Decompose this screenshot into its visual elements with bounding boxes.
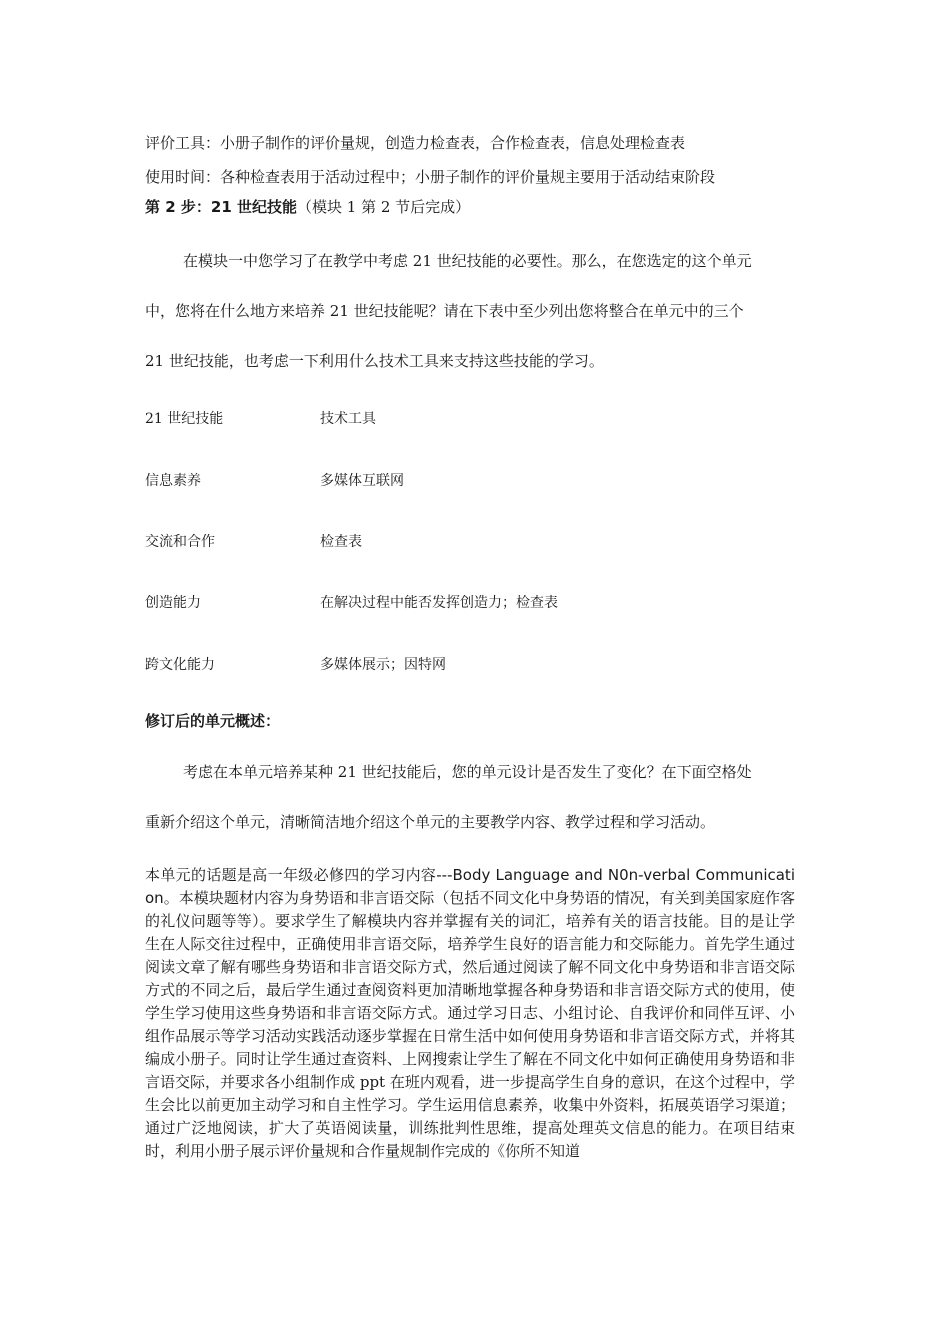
- summary-body: 。本模块题材内容为身势语和非言语交际（包括不同文化中身势语的情况，有关到美国家庭作客的礼仪问题等等）。要求学生了解模块内容并掌握有关的词汇，培养有关的语言技能。目的是让学生在人际交往过程中，正确使用非言语交际，培养学生良好的语言能力和交际能力。首先学生通过阅读文章了解有哪些身势语和非言语交际方式，然后通过阅读了解不同文化中身势语和非言语交际方式的不同之后，最后学生通过查阅资料更加清晰地掌握各种身势语和非言语交际方式的使用，使学生学习使用这些身势语和非言语交际方式。通过学习日志、小组讨论、自我评价和同伴互评、小组作品展示等学习活动实践活动逐步掌握在日常生活中如何使用身势语和非言语交际方式，并将其编成小册子。同时让学生通过查资料、上网搜索让学生了解在不同文化中如何正确使用身势语和非言语交际，并要求各小组制作成 ppt 在班内观看，进一步提高学生自身的意识，在这个过程中，学生会比以前更加主动学习和自主性学习。学生运用信息素养，收集中外资料，拓展英语学习渠道；通过广泛地阅读，扩大了英语阅读量，训练批判性思维，提高处理英文信息的能力。在项目结束时，利用小册子展示评价量规和合作量规制作完成的《你所不知道: [145, 889, 795, 1160]
- step-2-heading: [145, 196, 470, 217]
- unit-summary-paragraph: [145, 864, 795, 1163]
- intro-paragraph-line-2: 中，您将在什么地方来培养 21 世纪技能呢？请在下表中至少列出您将整合在单元中的三个: [145, 302, 744, 320]
- intro-paragraph-line-3: 21 世纪技能，也考虑一下利用什么技术工具来支持这些技能的学习。: [145, 352, 604, 370]
- revised-paragraph-line-2: 重新介绍这个单元，清晰简洁地介绍这个单元的主要教学内容、教学过程和学习活动。: [145, 813, 716, 831]
- usage-time-line: 使用时间：各种检查表用于活动过程中；小册子制作的评价量规主要用于活动结束阶段: [145, 168, 716, 186]
- summary-english-title: ---Body Language and N0n-verbal Communication: [145, 866, 795, 907]
- summary-lead: 本单元的话题是高一年级必修四的学习内容: [145, 866, 437, 884]
- revised-overview-heading: 修订后的单元概述：: [145, 712, 281, 730]
- table-row-tool: 检查表: [320, 534, 362, 550]
- table-header-tool: 技术工具: [320, 411, 376, 427]
- table-row-tool: 多媒体展示；因特网: [320, 657, 446, 673]
- table-row-tool: 多媒体互联网: [320, 473, 404, 489]
- table-header-skill: 21 世纪技能: [145, 411, 224, 427]
- evaluation-tools-line: 评价工具：小册子制作的评价量规，创造力检查表，合作检查表，信息处理检查表: [145, 134, 686, 152]
- revised-paragraph-line-1: 考虑在本单元培养某种 21 世纪技能后，您的单元设计是否发生了变化？在下面空格处: [183, 763, 752, 781]
- table-row-skill: 创造能力: [145, 595, 201, 611]
- step-2-note: （模块 1 第 2 节后完成）: [296, 198, 471, 216]
- table-row-tool: 在解决过程中能否发挥创造力；检查表: [320, 595, 558, 611]
- intro-paragraph-line-1: 在模块一中您学习了在教学中考虑 21 世纪技能的必要性。那么，在您选定的这个单元: [183, 252, 752, 270]
- table-row-skill: 跨文化能力: [145, 657, 215, 673]
- table-row-skill: 交流和合作: [145, 534, 215, 550]
- step-2-title: 第 2 步：21 世纪技能: [145, 198, 297, 216]
- table-row-skill: 信息素养: [145, 473, 201, 489]
